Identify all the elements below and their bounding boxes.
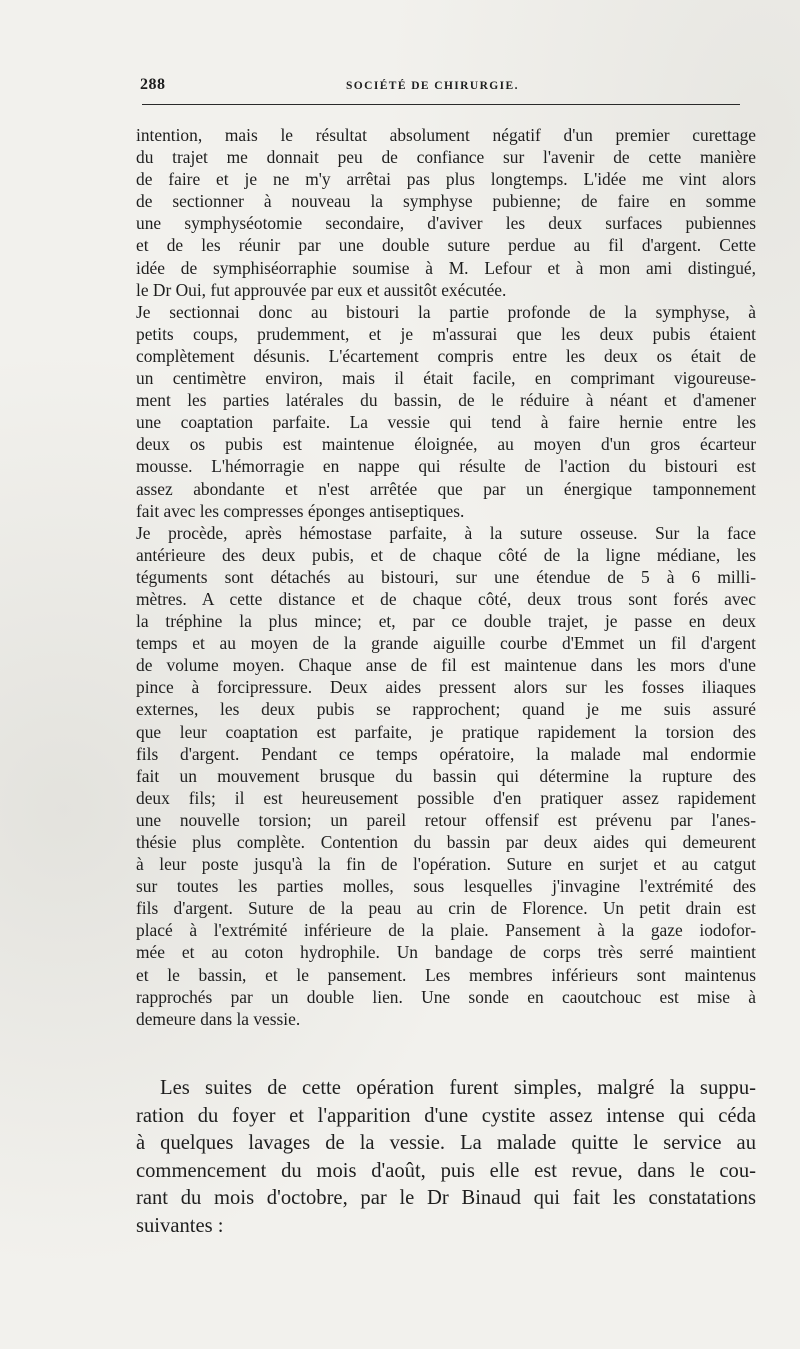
text-line: deux os pubis est maintenue éloignée, au moyen d'un gros écarteur (136, 434, 756, 455)
text-line: idée de symphiséorraphie soumise à M. Lefour et à mon ami distingué, (136, 257, 756, 278)
text-line: deux fils; il est heureusement possible d'en pratiquer assez rapidement (136, 787, 756, 808)
header-rule (142, 104, 740, 105)
text-line: demeure dans la vessie. (136, 1008, 301, 1029)
text-line: à quelques lavages de la vessie. La malade quitte le service au (136, 1132, 756, 1155)
text-line: fait avec les compresses éponges antiseptiques. (136, 500, 465, 521)
page-header (140, 76, 740, 100)
text-line: une coaptation parfaite. La vessie qui tend à faire hernie entre les (136, 412, 756, 433)
text-line: antérieure des deux pubis, et de chaque côté de la ligne médiane, les (136, 544, 756, 565)
text-line: et de les réunir par une double suture perdue au fil d'argent. Cette (136, 235, 756, 256)
text-line: temps et au moyen de la grande aiguille courbe d'Emmet un fil d'argent (136, 633, 756, 654)
text-line: rant du mois d'octobre, par le Dr Binaud qui fait les constatations (136, 1187, 756, 1210)
body-paragraphs (136, 124, 756, 1030)
text-line: ration du foyer et l'apparition d'une cystite assez intense qui céda (136, 1104, 756, 1127)
text-line: fait un mouvement brusque du bassin qui détermine la rupture des (136, 765, 756, 786)
text-line: complètement désunis. L'écartement compris entre les deux os était de (136, 345, 756, 366)
text-line: une symphyséotomie secondaire, d'aviver les deux surfaces pubiennes (136, 213, 756, 234)
text-line: fils d'argent. Suture de la peau au crin de Florence. Un petit drain est (136, 898, 756, 919)
text-line: intention, mais le résultat absolument négatif d'un premier curettage (136, 125, 756, 145)
text-line: externes, les deux pubis se rapprochent; quand je me suis assuré (136, 699, 756, 720)
text-line: pince à forcipressure. Deux aides pressent alors sur les fosses iliaques (136, 677, 756, 698)
text-line: petits coups, prudemment, et je m'assurai que les deux pubis étaient (136, 323, 756, 344)
text-line: sur toutes les parties molles, sous lesquelles j'invagine l'extrémité des (136, 876, 756, 897)
text-line: Je sectionnai donc au bistouri la partie profonde de la symphyse, à (136, 301, 756, 322)
text-line: fils d'argent. Pendant ce temps opératoire, la malade mal endormie (136, 743, 756, 764)
text-line: Je procède, après hémostase parfaite, à la suture osseuse. Sur la face (136, 522, 756, 543)
text-line: suivantes : (136, 1214, 224, 1237)
text-line: de volume moyen. Chaque anse de fil est maintenue dans les mors d'une (136, 655, 756, 676)
text-line: mée et au coton hydrophile. Un bandage de corps très serré maintient (136, 942, 756, 963)
text-line: commencement du mois d'août, puis elle est revue, dans le cou- (136, 1159, 756, 1182)
text-line: le Dr Oui, fut approuvée par eux et aussitôt exécutée. (136, 279, 507, 300)
text-line: rapprochés par un double lien. Une sonde en caoutchouc est mise à (136, 986, 756, 1007)
text-line: Les suites de cette opération furent simples, malgré la suppu- (160, 1077, 756, 1099)
text-line: placé à l'extrémité inférieure de la plaie. Pansement à la gaze iodofor- (136, 920, 756, 941)
text-line: à leur poste jusqu'à la fin de l'opération. Suture en surjet et au catgut (136, 854, 756, 875)
text-line: la tréphine la plus mince; et, par ce double trajet, je passe en deux (136, 611, 756, 632)
text-line: mousse. L'hémorragie en nappe qui résulte de l'action du bistouri est (136, 456, 756, 477)
text-line: ment les parties latérales du bassin, de le réduire à néant et d'amener (136, 390, 756, 411)
text-line: mètres. A cette distance et de chaque côté, deux trous sont forés avec (136, 588, 756, 609)
text-line: de sectionner à nouveau la symphyse pubienne; de faire en somme (136, 191, 756, 212)
text-line: assez abondante et n'est arrêtée que par un énergique tamponnement (136, 478, 756, 499)
conclusion-paragraph (136, 1075, 756, 1241)
text-line: une nouvelle torsion; un pareil retour offensif est prévenu par l'anes- (136, 809, 756, 830)
text-line: téguments sont détachés au bistouri, sur une étendue de 5 à 6 milli- (136, 566, 756, 587)
text-line: un centimètre environ, mais il était facile, en comprimant vigoureuse- (136, 368, 756, 389)
text-line: et le bassin, et le pansement. Les membres inférieurs sont maintenus (136, 964, 756, 985)
running-title: SOCIÉTÉ DE CHIRURGIE. (346, 80, 519, 92)
text-line: que leur coaptation est parfaite, je pratique rapidement la torsion des (136, 721, 756, 742)
text-line: de faire et je ne m'y arrêtai pas plus longtemps. L'idée me vint alors (136, 169, 756, 190)
text-line: du trajet me donnait peu de confiance sur l'avenir de cette manière (136, 147, 756, 168)
text-line: thésie plus complète. Contention du bassin par deux aides qui demeurent (136, 832, 756, 852)
page-number: 288 (140, 76, 166, 93)
